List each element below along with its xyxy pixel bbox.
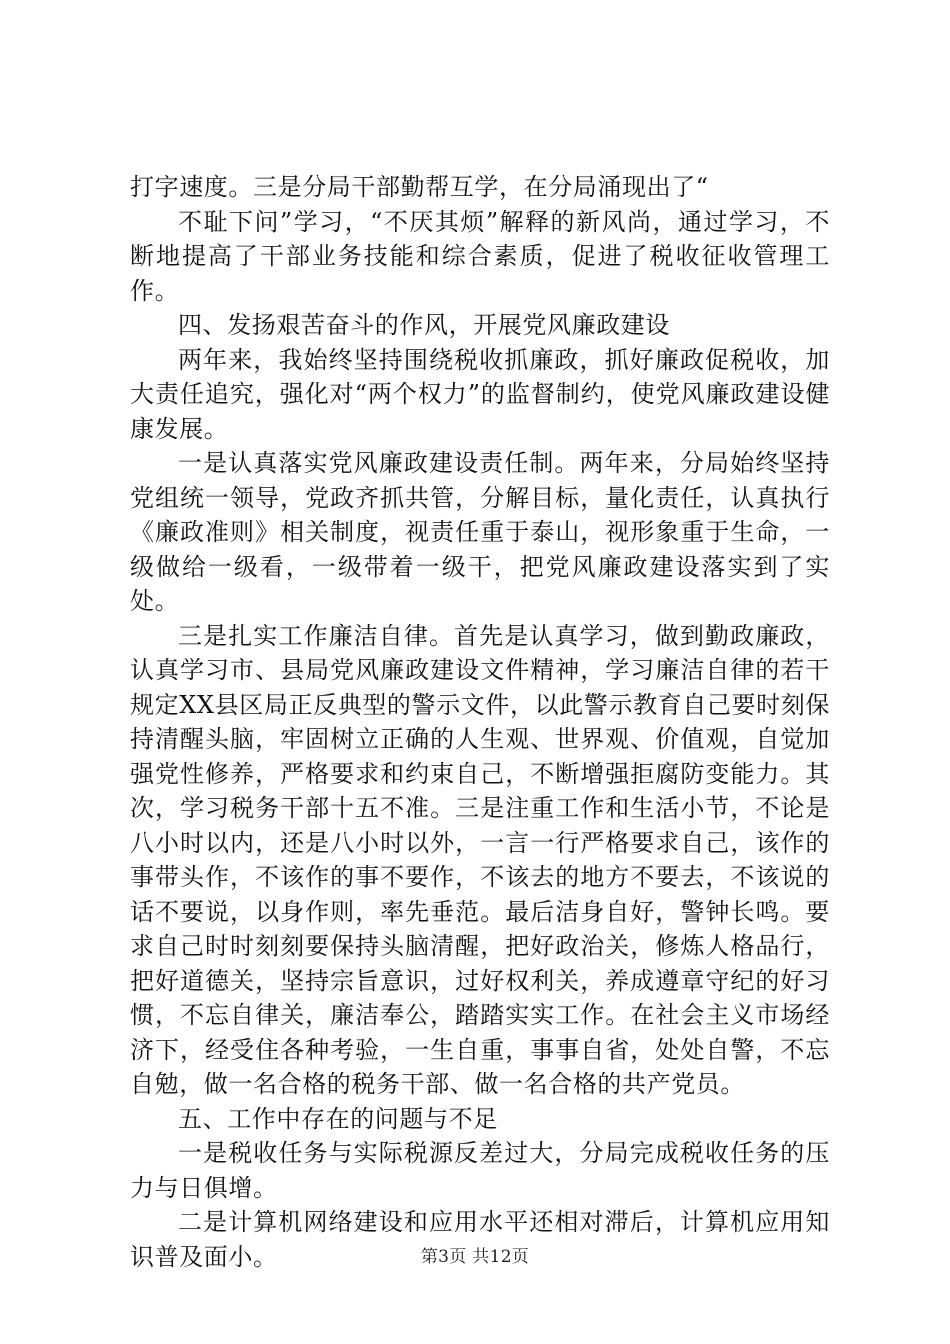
paragraph-3: 两年来，我始终坚持围绕税收抓廉政，抓好廉政促税收，加大责任追究，强化对“两个权力”的监督制约，使党风廉政建设健康发展。 (130, 345, 830, 443)
paragraph-5: 三是扎实工作廉洁自律。首先是认真学习，做到勤政廉政，认真学习市、县局党风廉政建设文件精神，学习廉洁自律的若干规定XX县区局正反典型的警示文件，以此警示教育自己要时刻保持清醒头脑，牢固树立正确的人生观、世界观、价值观，自觉加强党性修养，严格要求和约束自己，不断增强拒腐防变能力。其次，学习税务干部十五不准。三是注重工作和生活小节，不论是八小时以内，还是八小时以外，一言一行严格要求自己，该作的事带头作，不该作的事不要作，不该去的地方不要去，不该说的话不要说，以身作则，率先垂范。最后洁身自好，警钟长鸣。要求自己时时刻刻要保持头脑清醒，把好政治关，修炼人格品行，把好道德关，坚持宗旨意识，过好权利关，养成遵章守纪的好习惯，不忘自律关，廉洁奉公，踏踏实实工作。在社会主义市场经济下，经受住各种考验，一生自重，事事自省，处处自警，不忘自勉，做一名合格的税务干部、做一名合格的共产党员。 (130, 621, 830, 1098)
paragraph-6: 一是税收任务与实际税源反差过大，分局完成税收任务的压力与日俱增。 (130, 1139, 830, 1202)
page-number-label: 第3页 共12页 (420, 1247, 530, 1267)
paragraph-1: 打字速度。三是分局干部勤帮互学，在分局涌现出了“ (130, 173, 709, 201)
paragraph-2: 不耻下问”学习，“不厌其烦”解释的新风尚，通过学习，不断地提高了干部业务技能和综合素质，促进了税收征收管理工作。 (130, 207, 830, 305)
section-heading-4: 四、发扬艰苦奋斗的作风，开展党风廉政建设 (178, 311, 670, 339)
section-heading-5: 五、工作中存在的问题与不足 (178, 1104, 498, 1133)
paragraph-4: 一是认真落实党风廉政建设责任制。两年来，分局始终坚持党组统一领导，党政齐抓共管，分解目标，量化责任，认真执行《廉政准则》相关制度，视责任重于泰山，视形象重于生命，一级做给一级看，一级带着一级干，把党风廉政建设落实到了实处。 (130, 449, 830, 615)
document-body (130, 170, 830, 1274)
page-footer (0, 1242, 950, 1267)
paragraph-7: 二是计算机网络建设和应用水平还相对滞后，计算机应用知识普及面小。 (130, 1208, 830, 1271)
